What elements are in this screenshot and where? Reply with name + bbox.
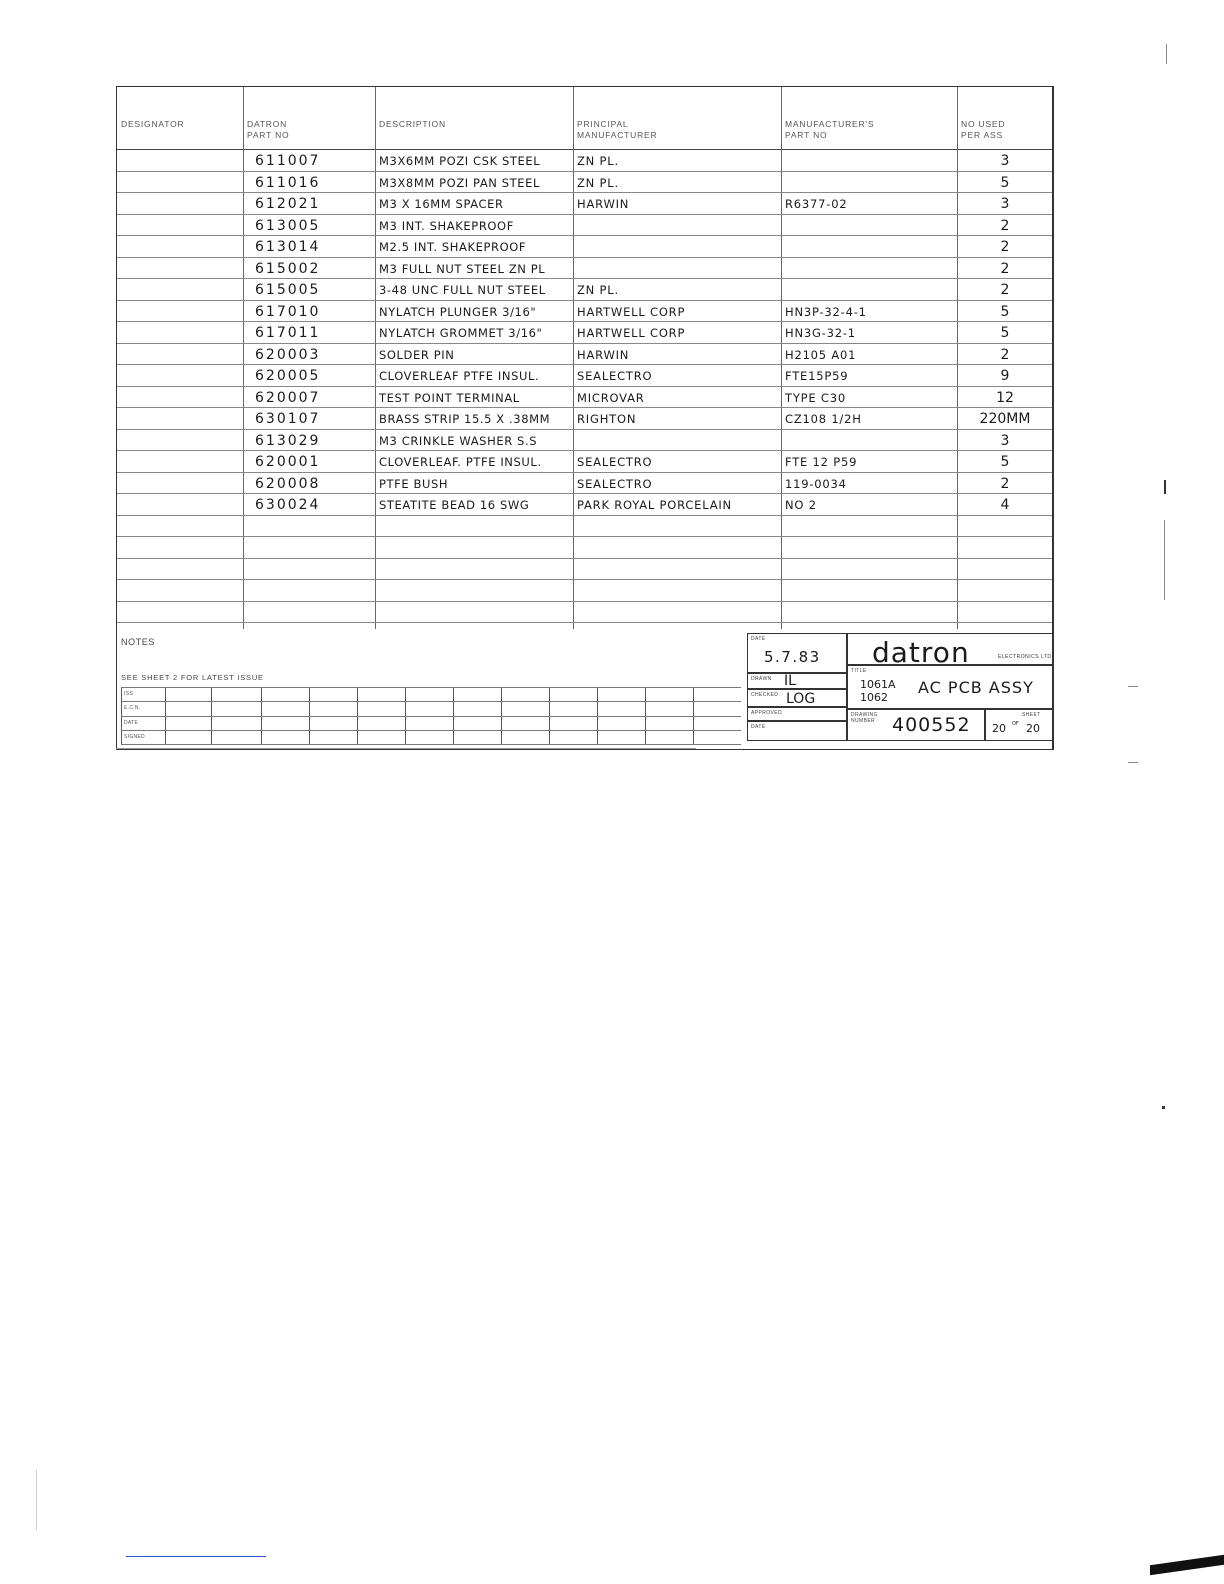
checked-value: LOG	[786, 691, 816, 707]
part-number: 617010	[255, 303, 321, 320]
sheet-box: SHEET 20 OF 20	[985, 709, 1053, 741]
description	[375, 536, 573, 558]
quantity: 3	[1000, 153, 1010, 169]
table-row	[117, 257, 1052, 280]
table-row	[117, 192, 1052, 215]
quantity	[957, 558, 1053, 580]
quantity: 2	[1000, 282, 1010, 298]
part-number	[243, 558, 375, 580]
manufacturer: ZN PL.	[577, 154, 619, 168]
table-row	[117, 343, 1052, 366]
description	[375, 601, 573, 623]
table-row	[117, 278, 1052, 301]
manufacturer-part-number	[781, 515, 957, 537]
drawing-title: AC PCB ASSY	[918, 678, 1034, 697]
quantity: 2	[1000, 217, 1010, 234]
description: M3X6MM POZI CSK STEEL	[379, 154, 541, 168]
table-row	[117, 429, 1052, 452]
company-box	[847, 633, 1053, 669]
description: M3 FULL NUT STEEL ZN PL	[379, 261, 546, 276]
quantity: 2	[1000, 346, 1010, 363]
part-number: 613005	[255, 217, 321, 234]
quantity: 2	[1000, 239, 1010, 255]
manufacturer-part-number	[781, 149, 957, 171]
description: M3X8MM POZI PAN STEEL	[379, 175, 541, 190]
manufacturer-part-number	[781, 579, 957, 601]
sheet-of-label: OF	[1012, 721, 1019, 727]
quantity	[957, 579, 1053, 601]
table-row	[117, 407, 1052, 430]
part-number: 615005	[255, 282, 321, 298]
description: CLOVERLEAF. PTFE INSUL.	[379, 455, 542, 469]
manufacturer: SEALECTRO	[577, 369, 653, 383]
table-row	[117, 300, 1052, 323]
table-row	[117, 364, 1052, 387]
date-box: DATE 5.7.83	[747, 633, 847, 673]
manufacturer	[573, 558, 781, 580]
drawing-number-box: DRAWING NUMBER 400552	[847, 709, 985, 741]
part-number: 620003	[255, 346, 321, 363]
description: BRASS STRIP 15.5 X .38MM	[379, 412, 551, 426]
quantity: 9	[1000, 368, 1010, 384]
rev-label-ecn: E.C.N.	[124, 705, 141, 711]
description	[375, 515, 573, 537]
description: 3-48 UNC FULL NUT STEEL	[379, 283, 546, 297]
part-number: 630024	[255, 497, 321, 513]
manufacturer	[573, 257, 781, 279]
part-number: 613029	[255, 432, 321, 449]
scan-mark	[1164, 480, 1166, 494]
table-row	[117, 493, 1052, 516]
header-designator: DESIGNATOR	[121, 119, 185, 129]
manufacturer-part-number	[781, 558, 957, 580]
quantity	[957, 536, 1053, 558]
manufacturer	[573, 601, 781, 623]
part-number: 612021	[255, 196, 321, 212]
manufacturer: PARK ROYAL PORCELAIN	[577, 498, 732, 512]
quantity: 5	[1000, 325, 1010, 341]
part-number: 615002	[255, 260, 321, 277]
manufacturer-part-number: HN3P-32-4-1	[785, 304, 867, 319]
manufacturer: HARTWELL CORP	[577, 304, 686, 319]
header-part-no: DATRON PART NO	[247, 119, 290, 140]
table-row	[117, 579, 1052, 602]
manufacturer-part-number: TYPE C30	[785, 390, 846, 405]
scan-mark	[1166, 44, 1167, 64]
part-number: 620007	[255, 389, 321, 406]
part-number: 613014	[255, 239, 321, 255]
part-number	[243, 579, 375, 601]
quantity: 12	[996, 389, 1014, 406]
manufacturer: HARTWELL CORP	[577, 326, 686, 340]
scan-mark	[1128, 762, 1138, 763]
manufacturer: ZN PL.	[577, 175, 619, 190]
description: CLOVERLEAF PTFE INSUL.	[379, 369, 540, 383]
header-mfr-part-no: MANUFACTURER'S PART NO	[785, 119, 875, 140]
table-row	[117, 149, 1052, 172]
model-numbers: 1061A 1062	[860, 678, 896, 704]
manufacturer-part-number	[781, 171, 957, 193]
bottom-rule	[116, 748, 696, 749]
manufacturer-part-number	[781, 536, 957, 558]
manufacturer	[573, 579, 781, 601]
part-number	[243, 601, 375, 623]
table-row	[117, 450, 1052, 473]
title-box: TITLE 1061A 1062 AC PCB ASSY	[847, 665, 1053, 709]
manufacturer-part-number: HN3G-32-1	[785, 326, 856, 340]
part-number: 611007	[255, 153, 321, 169]
table-row	[117, 235, 1052, 258]
manufacturer-part-number	[781, 235, 957, 257]
manufacturer-part-number	[781, 601, 957, 623]
manufacturer: SEALECTRO	[577, 455, 653, 469]
quantity: 220MM	[979, 411, 1031, 427]
manufacturer-part-number: 119-0034	[785, 476, 847, 491]
see-sheet-note: SEE SHEET 2 FOR LATEST ISSUE	[121, 673, 264, 682]
description	[375, 579, 573, 601]
table-row	[117, 558, 1052, 581]
part-number: 630107	[255, 411, 321, 427]
description: M3 CRINKLE WASHER S.S	[379, 433, 538, 448]
manufacturer	[573, 214, 781, 236]
scan-corner-mark	[1150, 1555, 1224, 1575]
drawing-number: 400552	[892, 714, 971, 736]
table-row	[117, 536, 1052, 559]
datron-logo: datron	[872, 636, 970, 669]
revision-grid	[121, 687, 741, 745]
sheets-total: 20	[1026, 722, 1040, 735]
table-row	[117, 214, 1052, 237]
parts-list-sheet	[116, 86, 1054, 750]
description: STEATITE BEAD 16 SWG	[379, 498, 530, 512]
quantity: 3	[1000, 196, 1010, 212]
manufacturer: ZN PL.	[577, 283, 619, 297]
part-number: 620005	[255, 368, 321, 384]
description	[375, 558, 573, 580]
sheet-number: 20	[992, 722, 1006, 735]
description: TEST POINT TERMINAL	[379, 390, 520, 405]
manufacturer: SEALECTRO	[577, 476, 653, 491]
date-value: 5.7.83	[764, 648, 821, 666]
description: M3 INT. SHAKEPROOF	[379, 218, 514, 233]
manufacturer	[573, 235, 781, 257]
scan-mark	[1164, 520, 1165, 600]
description: M2.5 INT. SHAKEPROOF	[379, 240, 527, 254]
date2-box: DATE	[747, 721, 847, 741]
table-header	[117, 87, 1052, 150]
scan-mark	[1128, 686, 1138, 687]
company-sub: ELECTRONICS LTD	[998, 654, 1052, 660]
manufacturer-part-number: CZ108 1/2H	[785, 412, 862, 426]
rev-label-signed: SIGNED	[124, 734, 145, 740]
manufacturer: MICROVAR	[577, 390, 645, 405]
rev-label-date: DATE	[124, 720, 139, 726]
header-description: DESCRIPTION	[379, 119, 446, 129]
manufacturer-part-number: NO 2	[785, 498, 817, 512]
table-row	[117, 171, 1052, 194]
notes-label: NOTES	[121, 637, 156, 647]
description: NYLATCH PLUNGER 3/16"	[379, 304, 537, 319]
part-number	[243, 515, 375, 537]
scan-mark	[36, 1470, 37, 1530]
header-manufacturer: PRINCIPAL MANUFACTURER	[577, 119, 658, 140]
quantity: 2	[1000, 260, 1010, 277]
approved-box: APPROVED	[747, 707, 847, 721]
table-row	[117, 472, 1052, 495]
manufacturer-part-number: FTE15P59	[785, 369, 849, 383]
quantity: 5	[1000, 454, 1010, 470]
manufacturer	[573, 515, 781, 537]
manufacturer	[573, 536, 781, 558]
quantity: 5	[1000, 174, 1010, 191]
manufacturer-part-number	[781, 214, 957, 236]
description: M3 X 16MM SPACER	[379, 197, 504, 211]
drawn-value: IL	[784, 673, 796, 689]
manufacturer-part-number	[781, 257, 957, 279]
manufacturer-part-number: FTE 12 P59	[785, 455, 858, 469]
manufacturer-part-number: R6377-02	[785, 197, 848, 211]
checked-box: CHECKED LOG	[747, 689, 847, 707]
drawn-box: DRAWN IL	[747, 673, 847, 689]
quantity	[957, 515, 1053, 537]
quantity: 3	[1000, 432, 1010, 449]
table-row	[117, 386, 1052, 409]
description: PTFE BUSH	[379, 476, 449, 491]
header-qty: NO USED PER ASS	[961, 119, 1006, 140]
part-number	[243, 536, 375, 558]
part-number: 620008	[255, 475, 321, 492]
manufacturer-part-number	[781, 429, 957, 451]
part-number: 611016	[255, 174, 321, 191]
description: NYLATCH GROMMET 3/16"	[379, 326, 543, 340]
table-row	[117, 601, 1052, 624]
table-row	[117, 515, 1052, 538]
manufacturer: HARWIN	[577, 347, 630, 362]
part-number: 617011	[255, 325, 321, 341]
quantity	[957, 601, 1053, 623]
rev-label-iss: ISS	[124, 691, 133, 697]
manufacturer	[573, 429, 781, 451]
quantity: 2	[1000, 475, 1010, 492]
manufacturer: HARWIN	[577, 197, 630, 211]
title-block	[747, 633, 1053, 747]
notes-area	[117, 631, 747, 749]
scan-mark	[1162, 1106, 1165, 1109]
table-row	[117, 321, 1052, 344]
quantity: 5	[1000, 303, 1010, 320]
manufacturer: RIGHTON	[577, 412, 637, 426]
manufacturer-part-number: H2105 A01	[785, 347, 857, 362]
part-number: 620001	[255, 454, 321, 470]
quantity: 4	[1000, 497, 1010, 513]
manufacturer-part-number	[781, 278, 957, 300]
description: SOLDER PIN	[379, 347, 455, 362]
link-underline	[126, 1556, 266, 1557]
